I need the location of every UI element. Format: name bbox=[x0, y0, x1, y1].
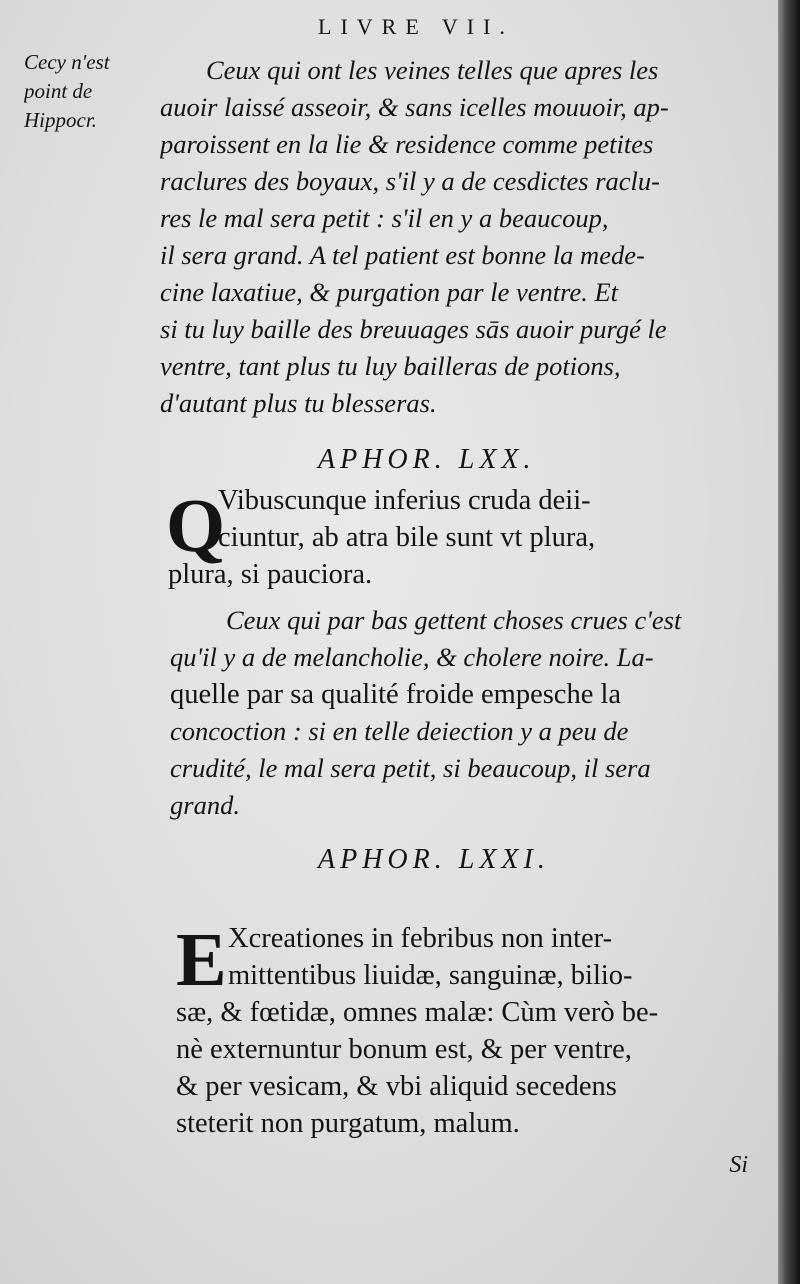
text-line: auoir laissé asseoir, & sans icelles mouuoir, ap- bbox=[160, 92, 669, 122]
latin-aphorism-71 bbox=[160, 920, 760, 1142]
text-line: crudité, le mal sera petit, si beaucoup, il sera bbox=[170, 753, 651, 783]
text-line: qu'il y a de melancholie, & cholere noire. La- bbox=[170, 642, 654, 672]
catchword: Si bbox=[729, 1152, 748, 1178]
aphorism-heading-70: APHOR. LXX. bbox=[318, 444, 536, 475]
running-header: LIVRE VII. bbox=[318, 14, 514, 39]
text-line: il sera grand. A tel patient est bonne la mede- bbox=[160, 240, 645, 270]
text-line: sæ, & fœtidæ, omnes malæ: Cùm verò be- bbox=[176, 997, 659, 1028]
french-commentary-1 bbox=[160, 52, 760, 422]
text-line: nè externuntur bonum est, & per ventre, bbox=[176, 1034, 632, 1065]
text-line: si tu luy baille des breuuages sās auoir purgé le bbox=[160, 314, 667, 344]
french-commentary-2 bbox=[160, 602, 760, 824]
text-line: Vibuscunque inferius cruda deii- bbox=[218, 485, 591, 516]
page-edge-shadow bbox=[778, 0, 800, 1284]
text-line: quelle par sa qualité froide empesche la bbox=[170, 679, 622, 710]
text-line: Ceux qui par bas gettent choses crues c'est bbox=[226, 605, 682, 635]
text-line: & per vesicam, & vbi aliquid secedens bbox=[176, 1071, 617, 1102]
text-line: Xcreationes in febribus non inter- bbox=[228, 923, 613, 954]
drop-cap-q: Q bbox=[166, 484, 226, 568]
text-line: ventre, tant plus tu luy bailleras de potions, bbox=[160, 351, 621, 381]
text-line: mittentibus liuidæ, sanguinæ, bilio- bbox=[228, 960, 633, 991]
text-line: concoction : si en telle deiection y a peu de bbox=[170, 716, 629, 746]
drop-cap-e: E bbox=[176, 918, 227, 1002]
margin-note-line: Hippocr. bbox=[24, 108, 97, 132]
latin-aphorism-70 bbox=[160, 482, 760, 593]
text-line: ciuntur, ab atra bile sunt vt plura, bbox=[218, 522, 596, 553]
text-line: steterit non purgatum, malum. bbox=[176, 1108, 520, 1139]
text-line: res le mal sera petit : s'il en y a beaucoup, bbox=[160, 203, 609, 233]
text-line: grand. bbox=[170, 790, 240, 820]
text-line: d'autant plus tu blesseras. bbox=[160, 388, 437, 418]
text-line: Ceux qui ont les veines telles que apres les bbox=[206, 55, 659, 85]
aphorism-heading-71: APHOR. LXXI. bbox=[318, 844, 550, 875]
text-line: plura, si pauciora. bbox=[168, 559, 373, 590]
text-line: cine laxatiue, & purgation par le ventre. Et bbox=[160, 277, 619, 307]
margin-note-line: Cecy n'est bbox=[24, 50, 110, 74]
margin-note-line: point de bbox=[24, 79, 93, 103]
margin-note bbox=[24, 48, 154, 135]
text-line: paroissent en la lie & residence comme petites bbox=[160, 129, 654, 159]
text-line: raclures des boyaux, s'il y a de cesdictes raclu- bbox=[160, 166, 660, 196]
